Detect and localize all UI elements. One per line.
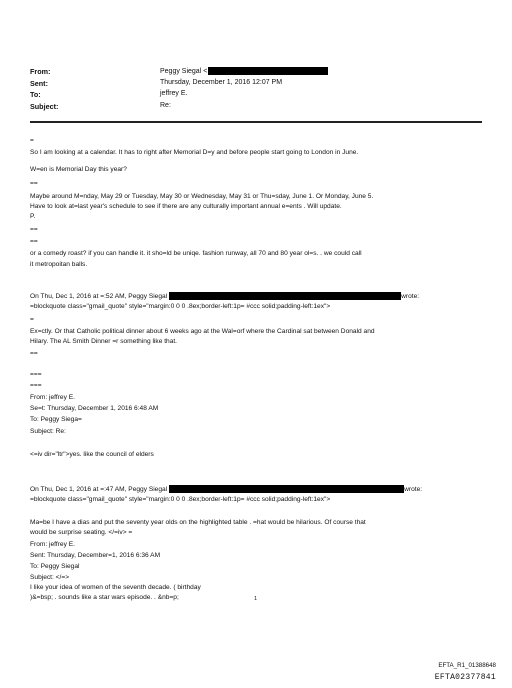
- body-line: =blockquote class="gmail_quote" style="margin:0 0 0 .8ex;border-left:1p= #ccc solid;padding-left:1ex">: [30, 303, 331, 310]
- quote-header-text: On Thu, Dec 1, 2016 at =:47 AM, Peggy Siegal: [30, 485, 168, 493]
- body-line: Subject: </=>: [30, 574, 70, 581]
- header-divider: [30, 121, 482, 123]
- body-line: =: [30, 137, 34, 144]
- body-line: From: jeffrey E.: [30, 541, 75, 548]
- wrote-text: wrote:: [401, 292, 420, 300]
- body-line: ===: [30, 382, 42, 389]
- quote-header-text: On Thu, Dec 1, 2016 at =:52 AM, Peggy Siegal: [30, 292, 168, 300]
- body-line: ==: [30, 226, 38, 233]
- body-line: P.: [30, 213, 36, 220]
- subject-label: Subject:: [30, 102, 59, 111]
- body-line: Subject: Re:: [30, 428, 66, 435]
- body-line: W=en is Memorial Day this year?: [30, 166, 127, 173]
- quote-header-line: [30, 292, 419, 301]
- body-line: ===: [30, 371, 42, 378]
- body-line: Ma=be I have a dias and put the seventy year olds on the highlighted table . =hat would be hilarious. Of course that: [30, 519, 366, 526]
- body-line: it metropoitan balls.: [30, 261, 88, 268]
- wrote-text: wrote:: [404, 485, 423, 493]
- body-line: So I am looking at a calendar. It has to right after Memorial D=y and before people start going to London in June.: [30, 149, 359, 156]
- page-number: 1: [254, 596, 258, 602]
- body-line: =blockquote class="gmail_quote" style="margin:0 0 0 .8ex;border-left:1p= #ccc solid;padding-left:1ex">: [30, 496, 331, 503]
- body-line: Have to look at=last year's schedule to see if there are any culturally important annual e=ents . Will update.: [30, 203, 342, 210]
- body-line: To: Peggy Siega=: [30, 416, 82, 423]
- from-label: From:: [30, 67, 51, 76]
- redaction-bar: [208, 67, 328, 75]
- body-line: Se=t: Thursday, December 1, 2016 6:48 AM: [30, 405, 159, 412]
- body-line: ==: [30, 180, 38, 187]
- bates-number-large: EFTA02377841: [434, 673, 496, 682]
- redaction-bar: [169, 292, 401, 300]
- body-line: From: jeffrey E.: [30, 394, 75, 401]
- to-label: To:: [30, 90, 41, 99]
- body-line: ==: [30, 350, 38, 357]
- body-line: Ex=ctly. Or that Catholic political dinner about 6 weeks ago at the Wal=orf where the Cardinal sat between Donald and: [30, 328, 375, 335]
- body-line: or a comedy roast? if you can handle it. it sho=ld be uniqe. fashion runway, all 70 and 80 year ol=s. . we could call: [30, 250, 362, 257]
- bates-number-small: EFTA_R1_01388648: [438, 662, 496, 669]
- subject-value: Re:: [160, 102, 171, 109]
- body-line: ==: [30, 238, 38, 245]
- body-line: )&=bsp; . sounds like a star wars episode. . &nb=p;: [30, 594, 179, 601]
- to-value: jeffrey E.: [160, 90, 188, 97]
- from-value: [160, 67, 328, 75]
- quote-header-line: [30, 485, 422, 494]
- body-line: Sent: Thursday, December=1, 2016 6:36 AM: [30, 552, 161, 559]
- body-line: =: [30, 316, 34, 323]
- from-name: Peggy Siegal <: [160, 67, 208, 75]
- body-line: would be surprise seating. </=iv> =: [30, 529, 133, 536]
- body-line: I like your idea of women of the seventh decade. ( birthday: [30, 584, 201, 591]
- body-line: Hilary. The AL Smith Dinner =r something like that.: [30, 338, 178, 345]
- sent-label: Sent:: [30, 79, 48, 88]
- redaction-bar: [169, 485, 404, 493]
- body-line: Maybe around M=nday, May 29 or Tuesday, May 30 or Wednesday, May 31 or Thu=sday, June 1. Or Monday, June 5.: [30, 193, 374, 200]
- body-line: To: Peggy Siegal: [30, 563, 80, 570]
- sent-value: Thursday, December 1, 2016 12:07 PM: [160, 79, 283, 86]
- body-line: <=iv dir="ltr">yes. like the council of elders: [30, 451, 154, 458]
